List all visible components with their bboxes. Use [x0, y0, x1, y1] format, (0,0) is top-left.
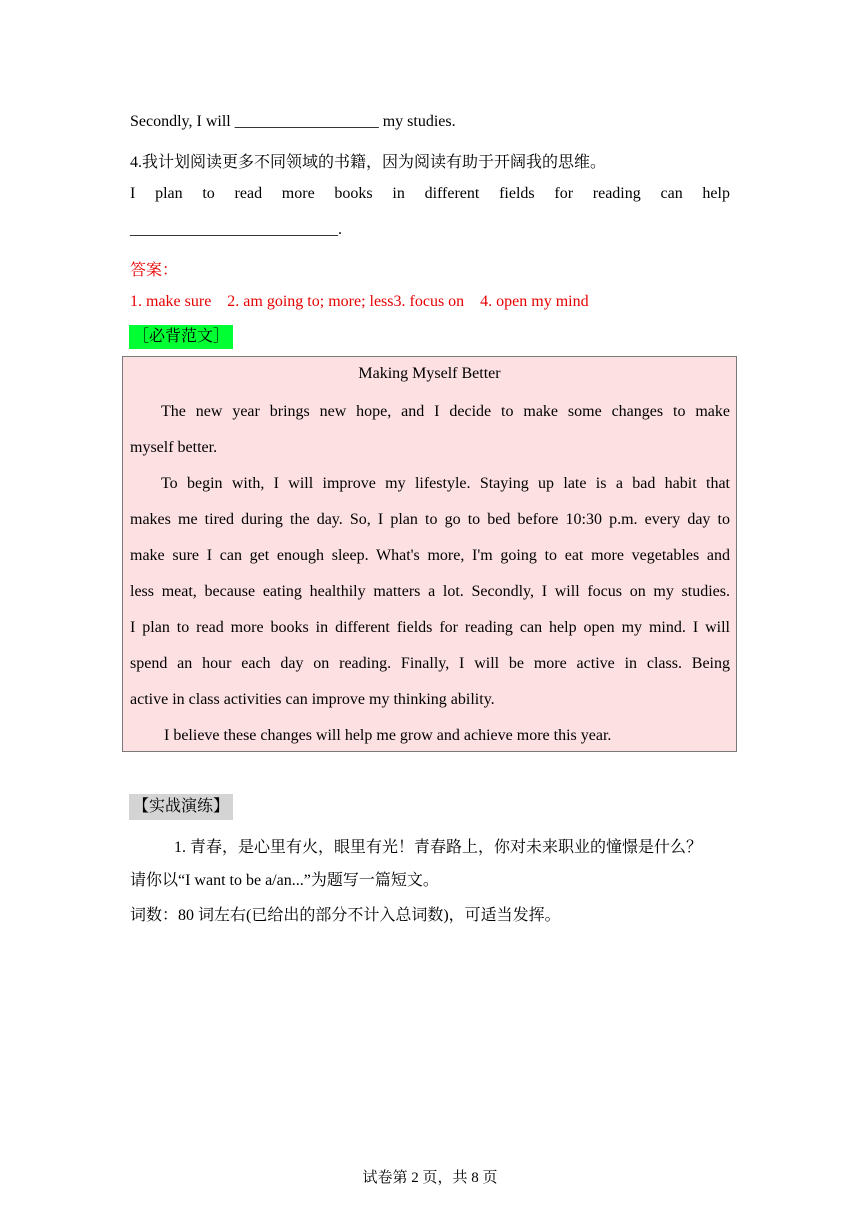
question-4-word: books	[334, 185, 373, 202]
question-4-chinese: 4.我计划阅读更多不同领域的书籍，因为阅读有助于开阔我的思维。	[130, 154, 607, 171]
essay-paragraph-2	[130, 466, 730, 718]
question-4-word: plan	[155, 185, 183, 202]
practice-q1-line2: 请你以“I want to be a/an...”为题写一篇短文。	[130, 872, 439, 889]
essay-p2-line: make sure I can get enough sleep. What's more, I'm going to eat more vegetables and	[130, 547, 730, 564]
question-4-word: fields	[499, 185, 535, 202]
question-4-word: for	[554, 185, 574, 202]
essay-p2-line: active in class activities can improve my thinking ability.	[130, 691, 495, 708]
essay-p3-line: I believe these changes will help me grow and achieve more this year.	[164, 727, 612, 744]
question-4-word: can	[660, 185, 683, 202]
model-essay-tag: ［必背范文］	[129, 325, 233, 349]
essay-p1-line: The new year brings new hope, and I decide to make some changes to make	[161, 403, 730, 420]
practice-q1-line3: 词数：80 词左右(已给出的部分不计入总词数)，可适当发挥。	[130, 907, 561, 924]
question-4-english	[130, 185, 730, 203]
answer-label: 答案：	[130, 262, 179, 279]
page-footer: 试卷第 2 页，共 8 页	[362, 1170, 498, 1186]
question-4-word: more	[281, 185, 315, 202]
question-4-word: to	[202, 185, 215, 202]
essay-p2-line: less meat, because eating healthily matters a lot. Secondly, I will focus on my studies.	[130, 583, 730, 600]
question-4-word: in	[392, 185, 405, 202]
question-4-word: different	[424, 185, 480, 202]
question-4-word: read	[234, 185, 263, 202]
exercise-line-secondly: Secondly, I will __________________ my studies.	[130, 113, 456, 130]
essay-p2-line: To begin with, I will improve my lifestyle. Staying up late is a bad habit that	[161, 475, 730, 492]
essay-p2-line: spend an hour each day on reading. Finally, I will be more active in class. Being	[130, 655, 730, 672]
question-4-word: help	[702, 185, 730, 202]
practice-q1-line1: 1. 青春，是心里有火，眼里有光！青春路上，你对未来职业的憧憬是什么？	[174, 839, 703, 856]
essay-paragraph-1	[130, 394, 730, 466]
essay-p2-line: makes me tired during the day. So, I plan to go to bed before 10:30 p.m. every day to	[130, 511, 730, 528]
question-4-word: reading	[592, 185, 641, 202]
model-essay-box	[122, 356, 737, 752]
essay-paragraph-3	[130, 718, 730, 754]
essay-p1-line: myself better.	[130, 439, 218, 456]
practice-tag: 【实战演练】	[129, 794, 233, 820]
essay-p2-line: I plan to read more books in different fields for reading can help open my mind. I will	[130, 619, 730, 636]
answer-text: 1. make sure 2. am going to; more; less3. focus on 4. open my mind	[130, 293, 589, 310]
essay-title: Making Myself Better	[358, 365, 501, 382]
question-4-blank: __________________________.	[130, 221, 342, 238]
question-4-word: I	[130, 185, 136, 202]
